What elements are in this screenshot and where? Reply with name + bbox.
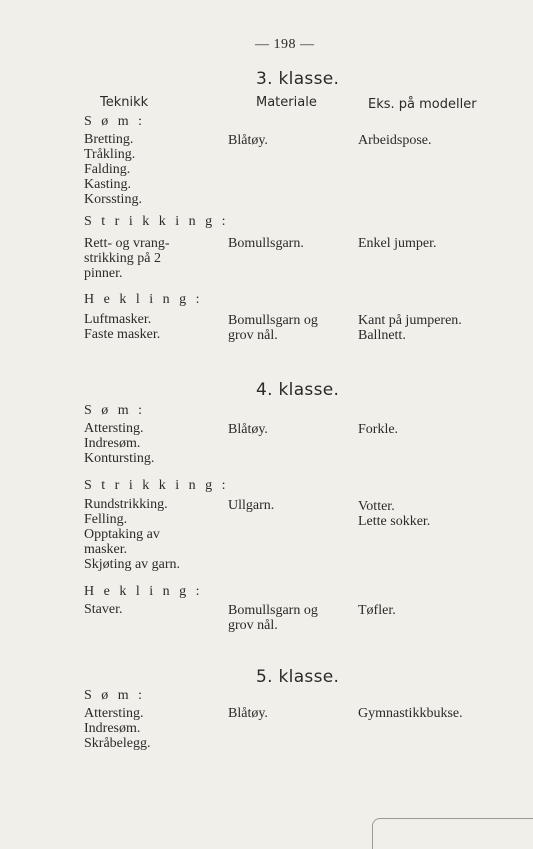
modell-list <box>358 422 398 437</box>
list-item: Bretting. <box>84 132 134 147</box>
teknikk-list <box>84 421 154 466</box>
group-label-som: S ø m : <box>84 403 146 418</box>
list-item: Votter. <box>358 499 395 514</box>
list-item: Falding. <box>84 162 131 177</box>
list-item: Indresøm. <box>84 436 141 451</box>
list-item: grov nål. <box>228 328 278 343</box>
section-heading-5: 5. klasse. <box>256 667 340 687</box>
list-item: Bomullsgarn og <box>228 603 318 618</box>
list-item: Tøfler. <box>358 603 396 618</box>
column-header-materiale: Materiale <box>256 95 317 110</box>
materiale-list <box>228 236 304 251</box>
list-item: Faste masker. <box>84 327 161 342</box>
list-item: Skråbelegg. <box>84 736 151 751</box>
list-item: Kontursting. <box>84 451 155 466</box>
modell-list <box>358 236 437 251</box>
materiale-list <box>228 706 268 721</box>
group-label-som: S ø m : <box>84 114 146 129</box>
list-item: Korssting. <box>84 192 142 207</box>
section-heading-4: 4. klasse. <box>256 380 340 400</box>
modell-list <box>358 499 430 529</box>
list-item: Luftmasker. <box>84 312 152 327</box>
group-label-hekling: H e k l i n g : <box>84 292 203 307</box>
section-heading-3: 3. klasse. <box>256 69 340 89</box>
list-item: masker. <box>84 542 128 557</box>
list-item: Rundstrikking. <box>84 497 168 512</box>
teknikk-list <box>84 497 180 572</box>
teknikk-list <box>84 706 150 751</box>
modell-list <box>358 706 463 721</box>
list-item: Forkle. <box>358 422 399 437</box>
group-label-strikking: S t r i k k i n g : <box>84 478 229 493</box>
list-item: Attersting. <box>84 421 144 436</box>
teknikk-list <box>84 132 142 207</box>
list-item: Blåtøy. <box>228 422 268 437</box>
list-item: Opptaking av <box>84 527 160 542</box>
list-item: Lette sokker. <box>358 514 431 529</box>
modell-list <box>358 133 432 148</box>
list-item: Blåtøy. <box>228 706 268 721</box>
list-item: Kasting. <box>84 177 132 192</box>
list-item: Blåtøy. <box>228 133 268 148</box>
list-item: Staver. <box>84 602 123 617</box>
column-header-teknikk: Teknikk <box>100 95 149 110</box>
list-item: strikking på 2 <box>84 251 161 266</box>
materiale-list <box>228 133 268 148</box>
list-item: Arbeidspose. <box>358 133 432 148</box>
materiale-list <box>228 313 318 343</box>
materiale-list <box>228 422 268 437</box>
list-item: pinner. <box>84 266 123 281</box>
teknikk-list <box>84 602 123 617</box>
group-label-hekling: H e k l i n g : <box>84 584 203 599</box>
teknikk-list <box>84 312 160 342</box>
list-item: Tråkling. <box>84 147 136 162</box>
modell-list <box>358 313 462 343</box>
list-item: Ullgarn. <box>228 498 275 513</box>
group-label-strikking: S t r i k k i n g : <box>84 214 229 229</box>
list-item: Rett- og vrang- <box>84 236 170 251</box>
materiale-list <box>228 603 318 633</box>
list-item: Skjøting av garn. <box>84 557 181 572</box>
column-header-modeller: Eks. på modeller <box>368 97 477 112</box>
list-item: Felling. <box>84 512 128 527</box>
page-edge-mark <box>372 818 533 849</box>
list-item: Attersting. <box>84 706 144 721</box>
list-item: Bomullsgarn og <box>228 313 318 328</box>
list-item: Ballnett. <box>358 328 406 343</box>
list-item: Bomullsgarn. <box>228 236 304 251</box>
list-item: Enkel jumper. <box>358 236 437 251</box>
teknikk-list <box>84 236 170 281</box>
page-number: — 198 — <box>255 37 315 52</box>
list-item: grov nål. <box>228 618 278 633</box>
modell-list <box>358 603 396 618</box>
list-item: Gymnastikkbukse. <box>358 706 463 721</box>
list-item: Indresøm. <box>84 721 141 736</box>
group-label-som: S ø m : <box>84 688 146 703</box>
list-item: Kant på jumperen. <box>358 313 462 328</box>
materiale-list <box>228 498 274 513</box>
